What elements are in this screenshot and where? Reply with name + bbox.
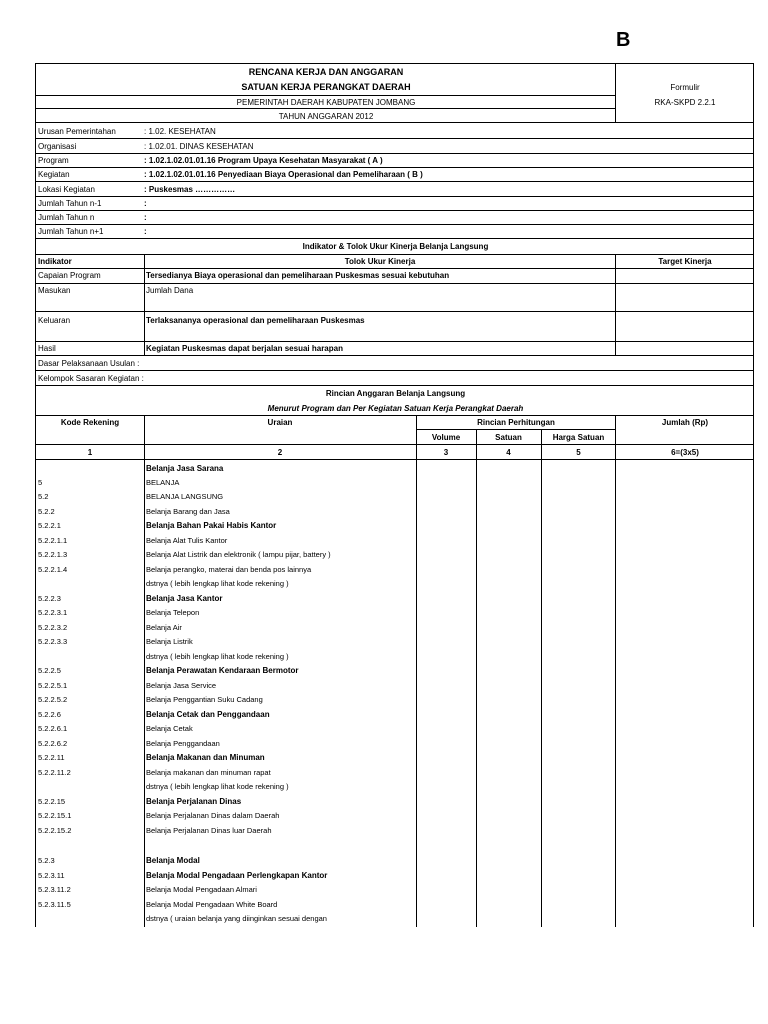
kode-rekening: 5.2.2.1.4 [38, 565, 68, 574]
indicator-title: Indikator & Tolok Ukur Kinerja Belanja Langsung [302, 242, 489, 251]
uraian: Belanja Modal Pengadaan Almari [146, 885, 257, 894]
table-row [36, 768, 754, 780]
table-row [36, 666, 754, 678]
table-row [36, 521, 754, 533]
col-tolok-ukur: Tolok Ukur Kinerja [344, 257, 416, 266]
table-row [36, 579, 754, 591]
ind-value-hasil: Kegiatan Puskesmas dapat berjalan sesuai harapan [146, 344, 343, 353]
uraian: Belanja Perjalanan Dinas luar Daerah [146, 826, 272, 835]
kode-rekening: 5.2.2.15.1 [38, 811, 72, 820]
col-target-kinerja: Target Kinerja [658, 257, 712, 266]
table-row [36, 885, 754, 897]
table-row [36, 594, 754, 606]
table-row [36, 753, 754, 765]
table-row [36, 871, 754, 883]
uraian: Belanja Jasa Sarana [146, 464, 224, 473]
table-row [36, 478, 754, 490]
form-code: RKA-SKPD 2.2.1 [654, 98, 716, 107]
kode-rekening: 5.2.2.5.1 [38, 681, 68, 690]
col-satuan: Satuan [495, 433, 522, 442]
uraian: Belanja Jasa Service [146, 681, 217, 690]
uraian: Belanja Modal [146, 856, 200, 865]
info-label: Organisasi [38, 142, 77, 151]
table-row [36, 710, 754, 722]
kelompok-sasaran: Kelompok Sasaran Kegiatan : [38, 374, 144, 383]
ind-value-keluaran: Terlaksananya operasional dan pemeliharaan Puskesmas [146, 316, 365, 325]
uraian: Belanja Cetak dan Penggandaan [146, 710, 270, 719]
kode-rekening: 5.2.3.11.5 [38, 900, 71, 909]
kode-rekening: 5.2.2.1 [38, 521, 61, 530]
table-row [36, 826, 754, 838]
header-title-3: PEMERINTAH DAERAH KABUPATEN JOMBANG [236, 98, 416, 107]
header-title-2: SATUAN KERJA PERANGKAT DAERAH [241, 82, 411, 92]
uraian: Belanja Penggandaan [146, 739, 220, 748]
table-row [36, 724, 754, 736]
col-num-4: 4 [506, 448, 511, 457]
uraian: Belanja perangko, materai dan benda pos lainnya [146, 565, 312, 574]
rincian-title-2: Menurut Program dan Per Kegiatan Satuan Kerja Perangkat Daerah [267, 404, 524, 413]
uraian: Belanja Perjalanan Dinas [146, 797, 242, 806]
uraian: Belanja Barang dan Jasa [146, 507, 230, 516]
uraian: Belanja Jasa Kantor [146, 594, 223, 603]
table-row [36, 492, 754, 504]
kode-rekening: 5.2.2.6 [38, 710, 61, 719]
col-kode-rekening: Kode Rekening [60, 418, 120, 427]
table-row [36, 681, 754, 693]
uraian: Belanja Alat Listrik dan elektronik ( lampu pijar, battery ) [146, 550, 331, 559]
uraian: Belanja Telepon [146, 608, 200, 617]
kode-rekening: 5.2.2.1.1 [38, 536, 68, 545]
table-row [36, 608, 754, 620]
kode-rekening: 5.2.3 [38, 856, 55, 865]
table-row [36, 811, 754, 823]
table-row [36, 507, 754, 519]
uraian: Belanja Listrik [146, 637, 193, 646]
uraian: BELANJA LANGSUNG [146, 492, 224, 501]
col-num-5: 5 [576, 448, 581, 457]
uraian: BELANJA [146, 478, 180, 487]
kode-rekening: 5.2.2.5 [38, 666, 61, 675]
table-row [36, 856, 754, 868]
uraian: Belanja Perawatan Kendaraan Bermotor [146, 666, 299, 675]
ind-label-keluaran: Keluaran [38, 316, 71, 325]
uraian: Belanja Penggantian Suku Cadang [146, 695, 263, 704]
info-label: Kegiatan [38, 170, 70, 179]
rincian-title-1: Rincian Anggaran Belanja Langsung [325, 389, 466, 398]
table-row [36, 550, 754, 562]
info-label: Jumlah Tahun n+1 [38, 227, 104, 236]
kode-rekening: 5 [38, 478, 43, 487]
table-row [36, 637, 754, 649]
col-volume: Volume [431, 433, 461, 442]
dasar-pelaksanaan: Dasar Pelaksanaan Usulan : [38, 359, 140, 368]
table-row [36, 623, 754, 635]
info-value: : 1.02.01. DINAS KESEHATAN [144, 142, 254, 151]
kode-rekening: 5.2 [38, 492, 49, 501]
kode-rekening: 5.2.2.3 [38, 594, 61, 603]
table-row [36, 797, 754, 809]
info-label: Program [38, 156, 69, 165]
col-rincian-perhitungan: Rincian Perhitungan [477, 418, 555, 427]
ind-label-masukan: Masukan [38, 286, 71, 295]
uraian: Belanja Bahan Pakai Habis Kantor [146, 521, 277, 530]
col-num-6: 6=(3x5) [671, 448, 699, 457]
uraian: dstnya ( lebih lengkap lihat kode rekening ) [146, 579, 289, 588]
uraian: Belanja Air [146, 623, 182, 632]
table-row [36, 914, 754, 926]
kode-rekening: 5.2.2.6.1 [38, 724, 68, 733]
kode-rekening: 5.2.2.15.2 [38, 826, 72, 835]
info-value: : [144, 227, 147, 236]
uraian: Belanja makanan dan minuman rapat [146, 768, 271, 777]
info-label: Urusan Pemerintahan [38, 127, 116, 136]
kode-rekening: 5.2.2.3.1 [38, 608, 68, 617]
uraian: dstnya ( lebih lengkap lihat kode rekening ) [146, 782, 289, 791]
kode-rekening: 5.2.3.11.2 [38, 885, 71, 894]
table-row [36, 695, 754, 707]
uraian: Belanja Perjalanan Dinas dalam Daerah [146, 811, 280, 820]
info-value: : [144, 213, 147, 222]
form-label: Formulir [670, 83, 700, 92]
col-num-3: 3 [443, 448, 449, 457]
info-value: : Puskesmas …………… [144, 185, 236, 194]
kode-rekening: 5.2.2.11 [38, 753, 65, 762]
info-value: : 1.02.1.02.01.01.16 Penyediaan Biaya Operasional dan Pemeliharaan ( B ) [144, 170, 423, 179]
info-label: Lokasi Kegiatan [38, 185, 95, 194]
kode-rekening: 5.2.2.6.2 [38, 739, 68, 748]
col-num-2: 2 [277, 448, 283, 457]
info-value: : [144, 199, 147, 208]
info-value: : 1.02.1.02.01.01.16 Program Upaya Kesehatan Masyarakat ( A ) [144, 156, 383, 165]
uraian: dstnya ( lebih lengkap lihat kode rekening ) [146, 652, 289, 661]
col-harga-satuan: Harga Satuan [552, 433, 605, 442]
ind-value-capaian: Tersedianya Biaya operasional dan pemeliharaan Puskesmas sesuai kebutuhan [146, 271, 450, 280]
header-title-4: TAHUN ANGGARAN 2012 [278, 112, 374, 121]
kode-rekening: 5.2.2.15 [38, 797, 66, 806]
table-row [36, 900, 754, 912]
kode-rekening: 5.2.2.1.3 [38, 550, 68, 559]
uraian: Belanja Alat Tulis Kantor [146, 536, 228, 545]
col-jumlah: Jumlah (Rp) [661, 418, 709, 427]
info-label: Jumlah Tahun n [38, 213, 95, 222]
uraian: Belanja Modal Pengadaan White Board [146, 900, 278, 909]
kode-rekening: 5.2.2.5.2 [38, 695, 68, 704]
ind-label-hasil: Hasil [38, 344, 56, 353]
col-indikator: Indikator [38, 257, 72, 266]
kode-rekening: 5.2.2 [38, 507, 55, 516]
header-title-1: RENCANA KERJA DAN ANGGARAN [248, 67, 404, 77]
table-row [36, 739, 754, 751]
col-uraian: Uraian [267, 418, 293, 427]
table-row [36, 782, 754, 794]
table-row [36, 652, 754, 664]
kode-rekening: 5.2.2.3.2 [38, 623, 68, 632]
uraian: Belanja Makanan dan Minuman [146, 753, 265, 762]
ind-value-masukan: Jumlah Dana [146, 286, 194, 295]
uraian: Belanja Cetak [146, 724, 193, 733]
info-label: Jumlah Tahun n-1 [38, 199, 102, 208]
info-value: : 1.02. KESEHATAN [144, 127, 216, 136]
rka-form [35, 63, 754, 927]
kode-rekening: 5.2.3.11 [38, 871, 65, 880]
table-row [36, 842, 754, 854]
ind-label-capaian: Capaian Program [38, 271, 101, 280]
table-row [36, 536, 754, 548]
col-num-1: 1 [87, 448, 93, 457]
uraian: dstnya ( uraian belanja yang diinginkan sesuai dengan [146, 914, 327, 923]
table-row [36, 565, 754, 577]
uraian: Belanja Modal Pengadaan Perlengkapan Kantor [146, 871, 328, 880]
kode-rekening: 5.2.2.3.3 [38, 637, 68, 646]
corner-label: B [616, 29, 631, 51]
table-row [36, 464, 754, 476]
kode-rekening: 5.2.2.11.2 [38, 768, 71, 777]
